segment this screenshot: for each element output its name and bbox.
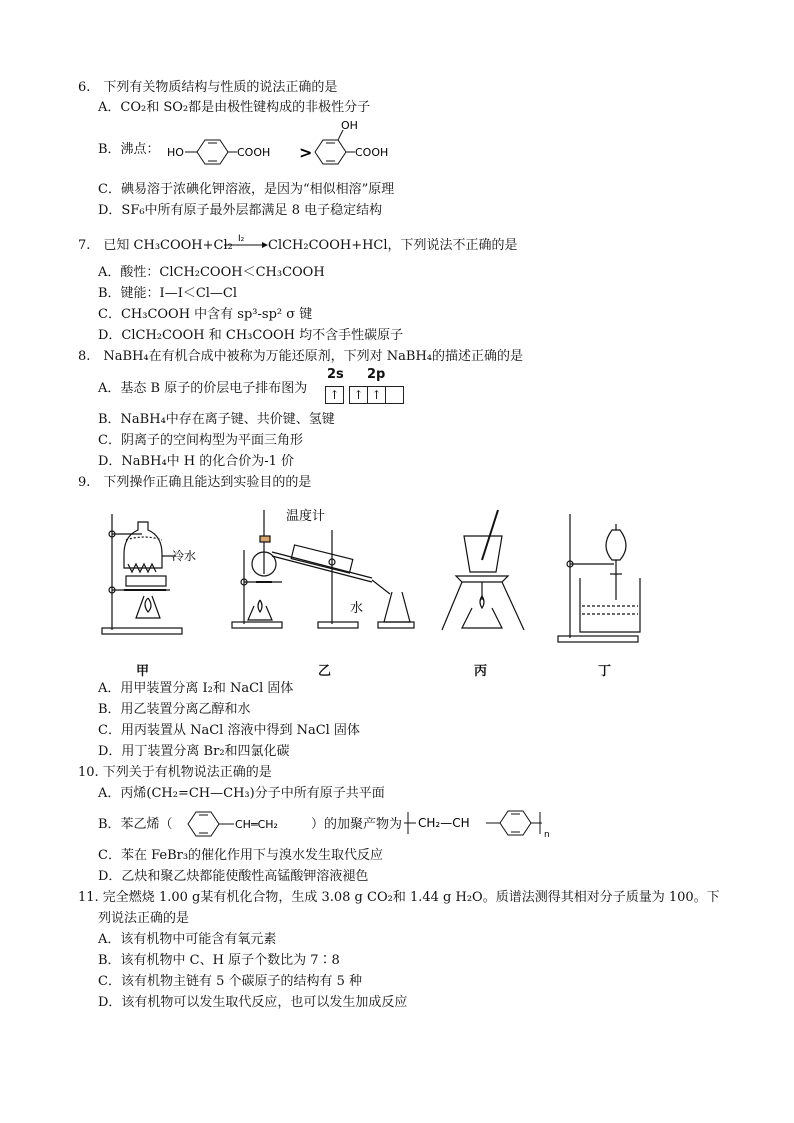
q6-greater-than: > bbox=[299, 143, 313, 162]
q10-option-c: C．苯在 FeBr₃的催化作用下与溴水发生取代反应 bbox=[98, 848, 384, 863]
q7-option-b: B．键能：I—I＜Cl—Cl bbox=[98, 286, 238, 301]
electron-up-arrow: ↑ bbox=[329, 388, 340, 402]
orbital-2p-box bbox=[349, 386, 404, 404]
q8-option-c: C．阴离子的空间构型为平面三角形 bbox=[98, 433, 303, 448]
q8-option-b: B．NaBH₄中存在离子键、共价键、氢键 bbox=[98, 412, 335, 427]
q6-option-c: C．碘易溶于浓碘化钾溶液，是因为“相似相溶”原理 bbox=[98, 182, 395, 197]
q11-option-c: C．该有机物主链有 5 个碳原子的结构有 5 种 bbox=[98, 974, 363, 989]
q7-stem-part2: ClCH₂COOH+HCl，下列说法不正确的是 bbox=[268, 238, 518, 253]
q6-stem: 6. 下列有关物质结构与性质的说法正确的是 bbox=[78, 80, 338, 95]
apparatus-label-bing: 丙 bbox=[474, 664, 488, 679]
orbital-2s-box bbox=[325, 386, 344, 404]
q9-apparatus-diagrams bbox=[96, 500, 656, 650]
q6-option-a: A．CO₂和 SO₂都是由极性键构成的非极性分子 bbox=[98, 100, 371, 115]
electron-up-arrow: ↑ bbox=[350, 387, 368, 403]
q10-option-b-prefix: B．苯乙烯（ bbox=[98, 817, 173, 832]
q6-oh-label: OH bbox=[341, 119, 358, 132]
apparatus-label-yi: 乙 bbox=[318, 664, 332, 679]
q11-option-b: B．该有机物中 C、H 原子个数比为 7∶8 bbox=[98, 953, 340, 968]
polymer-degree-n: n bbox=[544, 830, 550, 840]
q7-option-d: D．ClCH₂COOH 和 CH₃COOH 均不含手性碳原子 bbox=[98, 328, 404, 343]
apparatus-label-jia: 甲 bbox=[136, 664, 150, 679]
q6-option-b-prefix: B．沸点： bbox=[98, 142, 160, 157]
orbital-2p-label: 2p bbox=[367, 367, 386, 382]
q8-option-d: D．NaBH₄中 H 的化合价为-1 价 bbox=[98, 454, 295, 469]
q6-benzene-ring-1 bbox=[197, 140, 228, 164]
label-water: 水 bbox=[350, 601, 364, 616]
q11-stem-line1: 11. 完全燃烧 1.00 g某有机化合物，生成 3.08 g CO₂和 1.44 g H₂O。质谱法测得其相对分子质量为 100。下 bbox=[78, 890, 720, 905]
apparatus-bing-evaporation bbox=[442, 510, 524, 630]
empty-orbital bbox=[386, 387, 403, 403]
q9-option-a: A．用甲装置分离 I₂和 NaCl 固体 bbox=[98, 681, 294, 696]
q11-option-d: D．该有机物可以发生取代反应，也可以发生加成反应 bbox=[98, 995, 408, 1010]
q8-option-a: A．基态 B 原子的价层电子排布图为 bbox=[98, 381, 308, 396]
apparatus-jia-sublimation bbox=[102, 514, 182, 634]
q7-option-c: C．CH₃COOH 中含有 sp³-sp² σ 键 bbox=[98, 307, 313, 322]
q9-stem: 9. 下列操作正确且能达到实验目的的是 bbox=[78, 475, 312, 490]
label-thermometer: 温度计 bbox=[286, 509, 326, 524]
q6-cooh-label-2: COOH bbox=[355, 146, 389, 159]
q10-option-a: A．丙烯(CH₂=CH—CH₃)分子中所有原子共平面 bbox=[98, 786, 385, 801]
q10-polystyrene-structure bbox=[404, 806, 554, 842]
q10-styrene-structure bbox=[180, 806, 310, 842]
orbital-2s-label: 2s bbox=[327, 367, 344, 382]
apparatus-ding-separatory-funnel bbox=[558, 514, 640, 642]
q10-stem: 10. 下列关于有机物说法正确的是 bbox=[78, 765, 272, 780]
q6-benzene-ring-2 bbox=[315, 140, 346, 164]
q6-cooh-label-1: COOH bbox=[237, 146, 271, 159]
q7-catalyst: I₂ bbox=[238, 234, 245, 244]
polystyrene-chain-label: CH₂—CH bbox=[418, 816, 470, 830]
apparatus-yi-distillation bbox=[232, 510, 414, 628]
q11-stem-line2: 列说法正确的是 bbox=[98, 911, 190, 926]
q8-stem: 8. NaBH₄在有机合成中被称为万能还原剂，下列对 NaBH₄的描述正确的是 bbox=[78, 349, 523, 364]
q10-option-b-middle: ）的加聚产物为 bbox=[311, 817, 403, 832]
q9-option-c: C．用丙装置从 NaCl 溶液中得到 NaCl 固体 bbox=[98, 723, 360, 738]
styrene-vinyl-label: CH═CH₂ bbox=[235, 818, 278, 831]
q6-option-d: D．SF₆中所有原子最外层都满足 8 电子稳定结构 bbox=[98, 203, 383, 218]
q9-option-b: B．用乙装置分离乙醇和水 bbox=[98, 702, 251, 717]
styrene-benzene-ring bbox=[188, 812, 219, 836]
q9-option-d: D．用丁装置分离 Br₂和四氯化碳 bbox=[98, 744, 290, 759]
q11-option-a: A．该有机物中可能含有氧元素 bbox=[98, 932, 277, 947]
electron-up-arrow: ↑ bbox=[368, 387, 386, 403]
polystyrene-benzene-ring bbox=[500, 811, 531, 835]
q6-boiling-point-structures bbox=[165, 118, 405, 170]
q10-option-d: D．乙炔和聚乙炔都能使酸性高锰酸钾溶液褪色 bbox=[98, 869, 369, 884]
q7-stem-part1: 7. 已知 CH₃COOH+Cl₂ bbox=[78, 238, 233, 253]
q7-option-a: A．酸性：ClCH₂COOH＜CH₃COOH bbox=[98, 265, 325, 280]
q6-ho-label: HO bbox=[167, 146, 184, 159]
label-cold-water: 冷水 bbox=[172, 549, 197, 563]
apparatus-label-ding: 丁 bbox=[598, 664, 612, 679]
q7-reaction-arrow bbox=[222, 230, 268, 254]
